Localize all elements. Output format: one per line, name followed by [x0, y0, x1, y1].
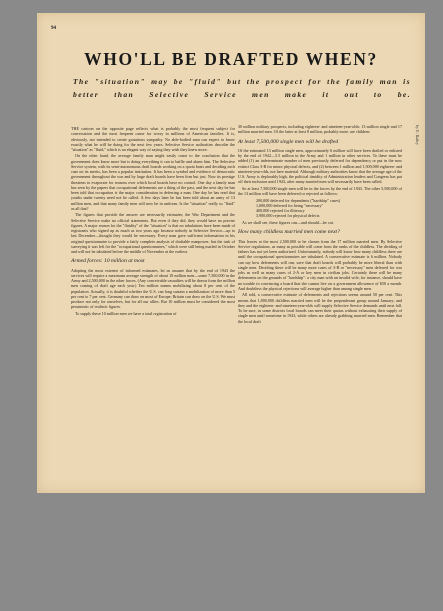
body-paragraph: Adopting the most extreme of informed estimates, let us assume that by the end of 1943 the services will require a maximum average strength of about 10 million men—some 7,500,000 in the Army and 2,500,000 in the other forces. (Any conceivable casualties will be drawn from the million men coming of draft age each year.) Ten million means mobilizing about 8 per cent of the population. Actually, it is doubtful whether the U.S. can long sustain a mobilization of more than 5 per cent to 7 per cent. Germany can draw on most of Europe; Britain can draw on the U.S. We must produce not only for ourselves, but for all our allies. But 10 million must be considered the most pessimistic of realistic figures.: [71, 267, 235, 310]
deferment-figures: [256, 198, 402, 219]
section-heading: How many childless married men come next?: [238, 229, 340, 236]
body-paragraph: To supply these 10 million men we have a total registration of: [75, 310, 177, 316]
figure-line: 200,000 deferred for dependents ("hardship" cases): [256, 197, 341, 203]
figure-line: 3,900,000 rejected for physical defects: [256, 213, 320, 219]
body-paragraph: On the other hand, the average family man might easily come to the conclusion that the government does know more but is doing everything it can to baffle and alarm him. The Selective Service system, with its semi-autonomous draft boards working on a quota basis and deciding each case on its merits, has been a popular institution. It has been a symbol and evidence of democratic government throughout the war and by large draft boards have been firm but just. Now its prestige threatens to evaporate for reasons over which local boards have no control. One day a family man has seen by the papers that occupational deferments are a thing of the past, and the next day he has been told that occupation is the major consideration in deferring a man. One day he has read that youths under twenty need not be called. A few days later he has been told about an army of 13 million men, and that many family men will now be in uniform. Is the "situation" really so "fluid" as all that?: [71, 153, 235, 211]
side-credit: by E. Bailey: [415, 125, 420, 145]
section-heading: At least 7,500,000 single men will be drafted: [238, 138, 339, 145]
figure-line: 400,000 rejected for illiteracy: [256, 208, 305, 214]
figure-line: 1,000,000 deferred for being "necessary": [256, 202, 324, 208]
section-heading: Armed forces: 10 million at most: [71, 258, 145, 265]
magazine-page: [37, 13, 425, 493]
body-paragraph: The figures that provide the answer are necessarily estimates; the War Department and the Selective Service make no official statements. But even if they did, they would have no precise figures. A major reason for the "fluidity" of the "situation" is that no tabulations have been made of registrants who signed up as much as two years ago because nobody in Selective Service—up to last December—thought they would be necessary. Every man gave sufficient information in his original questionnaire to provide a fairly complete analysis of draftable manpower, but the task of surveying it was left for the "occupational questionnaires," which were still being mailed in October and will not be tabulated before the middle of November at the earliest.: [71, 212, 235, 255]
body-paragraph: Of the estimated 13 million single men, approximately 6 million will have been drafted or enlisted by the end of 1942—5.5 million in the Army and 1 million in other services. To these must be added (1) an indeterminate number of men previously deferred for dependency or put in the now extinct Class 3-B for minor physical defects, and (2) between 1 million and 1,500,000 eighteen- and nineteen-year-olds, not here material. Although military authorities know that the average age of the U.S. Army is deplorably high, the political timidity of Administration leaders and Congress has put off their inclusion until 1943, after many married men will necessarily have been called.: [238, 147, 402, 185]
article-headline: WHO'LL BE DRAFTED WHEN?: [84, 49, 378, 69]
body-paragraph: All told, a conservative estimate of deferments and rejections seems around 50 per cent. This means that 1,800,000 childless married men will be the preponderant group around January; and they and the eighteen- and nineteen-year-olds will supply Selective Service demands until next fall. To be sure, in some districts local boards can meet their quotas without exhausting their supply of single men until sometime in 1943, while others are already grabbing married men. Remember that the local draft: [238, 292, 402, 324]
right-column: [238, 124, 402, 325]
body-paragraph: This leaves at the most 2,500,000 to be chosen from the 17 million married men. By Selective Service regulations, as many as possible will come from the ranks of the childless. The dividing of fathers has not yet been authorized. Unfortunately, nobody will know how many childless there are until the occupational questionnaires are tabulated. A conservative estimate is 6 million. Nobody can say how deferments will run, save that draft boards will probably be more liberal than with single men. Deciding there will be many more cases of 3-B or "necessary" men deferred for war jobs as well as many cases of 2-A or key men in civilian jobs. Certainly there will be many deferments on the grounds of "hardship": a city man with an invalid wife, for instance, should have no trouble in convincing a board that she cannot live on a government allowance of $50 a month. And doubtless the physical rejections will average higher than among single men.: [238, 238, 402, 291]
body-paragraph: 30 million military prospects, including eighteen- and nineteen-year-olds: 13 million single and 17 million married men. Of the latter at least 8 million, probably more, are children.: [238, 124, 402, 135]
left-column: [71, 126, 235, 317]
page-number: 94: [51, 26, 56, 31]
body-paragraph: THE cartoon on the opposite page reflects what is probably the most frequent subject for conversation and the most frequent cause for worry in millions of American families. It is, obviously, not intended to create gratuitous sympathy. No able-bodied man can expect to know exactly what he will be doing for the next few years. Selective Service authorities describe the "situation" as "fluid," which is an elegant way of saying they wish they knew more.: [71, 126, 235, 152]
article-subhead: The "situation" may be "fluid" but the prospect for the family man is better than Selective Service men make it out to be.: [73, 77, 411, 99]
body-paragraph: So at least 7,500,000 single men will be in the forces by the end of 1943. The other 5,500,000 of the 13 million will have been deferred or rejected as follows:: [238, 185, 402, 196]
body-paragraph: As we shall see, these figures can—and should—be cut.: [242, 220, 334, 226]
